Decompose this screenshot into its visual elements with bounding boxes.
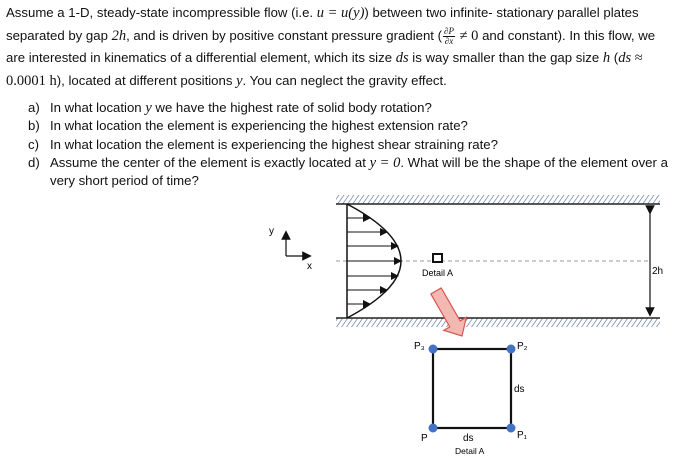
text-span: and constant). In this flow, we — [478, 27, 656, 43]
h-variable: h — [602, 50, 611, 66]
fraction-numerator: ∂P — [444, 25, 454, 36]
gap-variable: 2h — [111, 27, 127, 44]
fraction-denominator: ∂x — [444, 35, 454, 46]
magnified-element — [433, 349, 511, 428]
ds-variable: ds — [618, 50, 632, 66]
y-variable: y — [236, 72, 243, 89]
y-axis-label: y — [269, 226, 274, 237]
not-equal-zero: ≠ 0 — [455, 27, 479, 44]
text-span: ( — [610, 50, 619, 65]
label-p3: P₃ — [414, 341, 425, 352]
text-span: separated by gap — [6, 27, 112, 43]
math-variable: y = 0 — [369, 154, 401, 171]
text-span: we have the highest rate of solid body rotation? — [151, 100, 432, 115]
zoom-arrow — [425, 284, 474, 342]
math-variable: y — [145, 100, 152, 116]
label-p: P — [421, 433, 428, 444]
text-span: are interested in kinematics of a differential element, which its size — [6, 50, 396, 65]
point-p2 — [507, 345, 516, 354]
point-p — [429, 424, 438, 433]
point-p3 — [429, 345, 438, 354]
ds-value: 0.0001 h — [6, 72, 57, 89]
bottom-plate-hatch — [336, 318, 660, 327]
text-span: is way smaller than the gap size — [408, 50, 603, 65]
approx-symbol: ≈ — [631, 50, 643, 66]
label-ds-bottom: ds — [463, 433, 474, 444]
question-label: d) — [28, 154, 40, 170]
text-span: . You can neglect the gravity effect. — [242, 72, 447, 88]
gap-label: 2h — [652, 266, 664, 277]
question-label: c) — [28, 136, 39, 152]
text-span: In what location the element is experiencing the highest extension rate? — [50, 118, 468, 134]
question-label: a) — [28, 100, 40, 115]
top-plate-hatch — [336, 195, 660, 204]
detail-element-square — [433, 254, 442, 262]
label-ds-right: ds — [514, 384, 525, 395]
text-span: , and is driven by positive constant pressure gradient ( — [126, 27, 443, 43]
text-span: In what location — [50, 100, 146, 115]
text-span: Assume the center of the element is exactly located at — [50, 154, 370, 170]
coordinate-axes — [269, 226, 312, 272]
detail-caption: Detail A — [455, 446, 485, 456]
detail-label: Detail A — [422, 268, 454, 278]
x-axis-label: x — [307, 261, 312, 272]
label-p1: P₁ — [517, 430, 528, 441]
text-span: ), located at different positions — [56, 72, 237, 88]
text-span: ) between two infinite- stationary parallel plates — [364, 5, 639, 20]
text-span: . What will be the shape of the element over a very short period of time? — [50, 154, 668, 189]
text-span: Assume a 1-D, steady-state incompressible flow (i.e. — [6, 5, 317, 20]
question-label: b) — [28, 118, 40, 134]
profile-arrows — [347, 218, 398, 304]
point-p1 — [507, 424, 516, 433]
velocity-equation: u = u(y) — [316, 5, 365, 21]
ds-variable: ds — [395, 50, 409, 66]
text-span: In what location the element is experiencing the highest shear straining rate? — [50, 136, 498, 152]
label-p2: P₂ — [517, 341, 528, 352]
